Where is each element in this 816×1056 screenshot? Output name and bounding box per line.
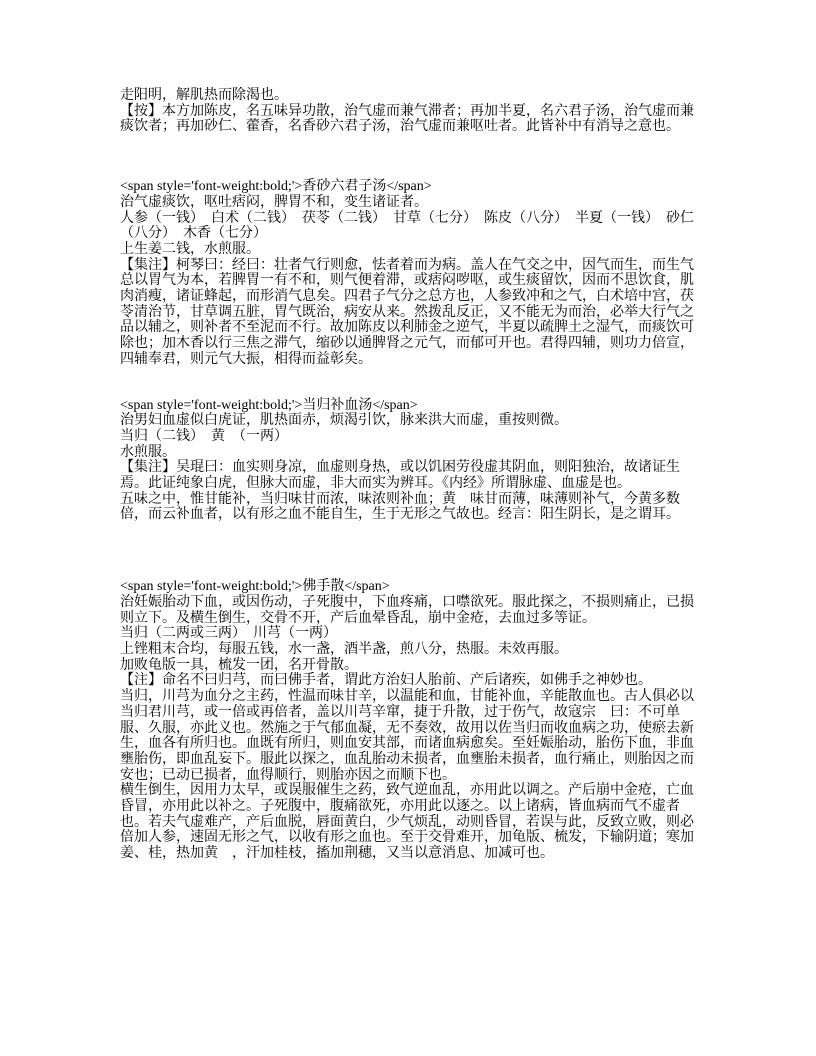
annotation-paragraph: 【注】命名不曰归芎，而曰佛手者，谓此方治妇人胎前、产后诸疾，如佛手之神妙也。 [120,673,652,689]
preparation-line: 上锉粗末合均，每服五钱，水一盏，酒半盏，煎八分，热服。未效再服。 [120,641,568,657]
preparation-line: 水煎服。 [120,444,176,460]
commentary-paragraph: 横生倒生，因用力太早，或误服催生之药，致气逆血乱，亦用此以调之。产后崩中金疮，亡血昏冒，亦用此以补之。子死腹中，腹痛欲死，亦用此以逐之。以上诸病，皆血病而气不虚者也。若夫气虚难产，产后血脱，唇面黄白，少气烦乱，动则昏冒，若误与此，反致立败，则必倍加人参，速固无形之气，以收有形之血也。至于交骨难开，加龟版、梳发，下输阴道；寒加姜、桂，热加黄 ，汗加桂枝，搐加荆穗，又当以意消息、加减可也。 [120,783,694,862]
indication-paragraph: 治妊娠胎动下血，或因伤动，子死腹中，下血疼痛，口噤欲死。服此探之，不损则痛止，已损则立下。及横生倒生，交骨不开，产后血晕昏乱，崩中金疮，去血过多等证。 [120,594,694,626]
formula-title-raw-markup: <span style='font-weight:bold;'>香砂六君子汤</span> [120,179,432,195]
formula-title-raw-markup: <span style='font-weight:bold;'>当归补血汤</span> [120,397,418,413]
carryover-line: 走阳明，解肌热而除渴也。 [120,88,288,103]
annotation-paragraph: 【按】本方加陈皮，名五味异功散，治气虚而兼气滞者；再加半夏，名六君子汤，治气虚而兼痰饮者；再加砂仁、藿香，名香砂六君子汤，治气虚而兼呕吐者。此皆补中有消导之意也。 [120,103,694,135]
indication-paragraph: 治气虚痰饮，呕吐痞闷，脾胃不和，变生诸证者。 [120,194,428,210]
formula-section-xiangsha-liujunzi-tang [120,179,702,367]
preparation-line: 上生姜二钱，水煎服。 [120,241,260,257]
formula-section-danggui-buxue-tang [120,398,702,524]
indication-paragraph: 治男妇血虚似白虎证，肌热面赤，烦渴引饮，脉来洪大而虚，重按则微。 [120,413,568,429]
ingredients-line: 当归（二两或三两） 川芎（一两） [120,626,337,642]
variant-line: 加败龟版一具，梳发一团，名开骨散。 [120,657,358,673]
commentary-paragraph: 【集注】柯琴曰：经曰：壮者气行则愈，怯者着而为病。盖人在气交之中，因气而生，而生气总以胃气为本，若脾胃一有不和，则气便着滞，或痞闷哕呕，或生痰留饮，因而不思饮食，肌肉消瘦，诸证蜂起，而形消气息矣。四君子气分之总方也，人参致冲和之气，白术培中宫，茯苓清治节，甘草调五脏，胃气既治，病安从来。然拨乱反正，又不能无为而治，必举大行气之品以辅之，则补者不至泥而不行。故加陈皮以利肺金之逆气，半夏以疏脾土之湿气，而痰饮可除也；加木香以行三焦之滞气，缩砂以通脾肾之元气，而郁可开也。君得四辅，则功力倍宣，四辅奉君，则元气大振，相得而益彰矣。 [120,257,694,367]
carryover-block [120,88,702,135]
commentary-paragraph: 五味之中，惟甘能补，当归味甘而浓，味浓则补血；黄 味甘而薄，味薄则补气，今黄多数倍，而云补血者，以有形之血不能自生，生于无形之气故也。经言：阳生阴长，是之谓耳。 [120,491,680,523]
ingredients-line: 当归（二钱） 黄 （一两） [120,428,288,444]
formula-title-raw-markup: <span style='font-weight:bold;'>佛手散</span> [120,579,390,595]
commentary-paragraph: 当归，川芎为血分之主药，性温而味甘辛，以温能和血，甘能补血，辛能散血也。古人俱必以当归君川芎，或一倍或再倍者，盖以川芎辛窜，捷于升散，过于伤气，故寇宗 曰：不可单服、久服，亦此义也。然施之于气郁血凝，无不奏效，故用以佐当归而收血病之功，使瘀去新生，血各有所归也。血既有所归，则血安其部，而诸血病愈矣。至妊娠胎动，胎伤下血，非血壅胎伤，即血乱妄下。服此以探之，血乱胎动未损者，血壅胎未损者，血行痛止，则胎因之而安也；已动已损者，血得顺行，则胎亦因之而顺下也。 [120,689,694,783]
ingredients-line: 人参（一钱） 白术（二钱） 茯苓（二钱） 甘草（七分） 陈皮（八分） 半夏（一钱） 砂仁（八分） 木香（七分） [120,210,694,242]
commentary-paragraph: 【集注】吴琨曰：血实则身凉，血虚则身热，或以饥困劳役虚其阴血，则阳独治，故诸证生焉。此证纯象白虎，但脉大而虚，非大而实为辨耳。《内经》所谓脉虚、血虚是也。 [120,460,680,492]
formula-section-foshou-san [120,579,702,862]
